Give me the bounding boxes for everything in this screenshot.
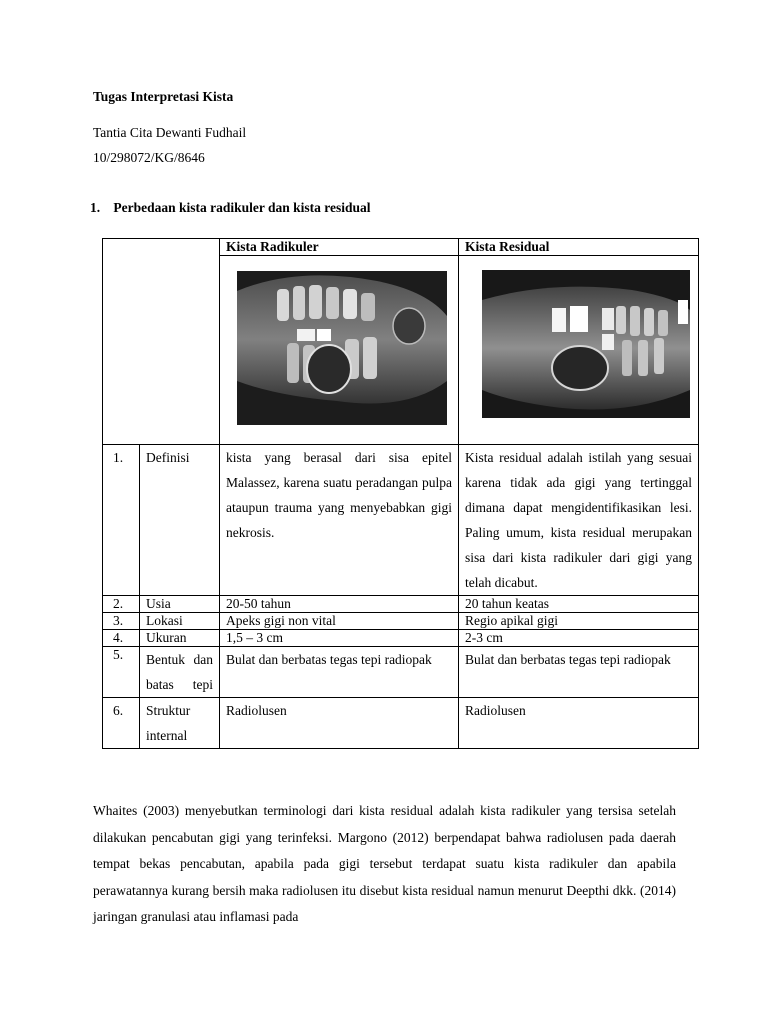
cell-residual: Kista residual adalah istilah yang sesuai karena tidak ada gigi yang tertinggal dimana dapat mengidentifikasikan lesi. Paling umum, kista residual merupakan sisa dari kista radikuler dari gigi yang telah dicabut. — [459, 445, 699, 596]
cell-residual: 2-3 cm — [459, 630, 699, 647]
body-paragraph — [93, 798, 676, 931]
row-label: Usia — [140, 596, 220, 613]
cell-radikuler: 1,5 – 3 cm — [220, 630, 459, 647]
row-number: 1. — [103, 445, 140, 596]
header-empty-cell — [103, 239, 220, 445]
student-id: 10/298072/KG/8646 — [93, 150, 205, 165]
paragraph-text: Whaites (2003) menyebutkan terminologi dari kista residual adalah kista radikuler yang tersisa setelah dilakukan pencabutan gigi yang terinfeksi. Margono (2012) berpendapat bahwa radiolusen pada daerah tempat bekas pencabutan, apabila pada gigi tersebut terdapat suatu kista radikuler dan apabila perawatannya kurang bersih maka radiolusen itu disebut kista residual namun menurut Deepthi dkk. (2014) jaringan granulasi atau inflamasi pada — [93, 803, 676, 925]
cell-radikuler: kista yang berasal dari sisa epitel Malassez, karena suatu peradangan pulpa ataupun trauma yang menyebabkan gigi nekrosis. — [220, 445, 459, 596]
cell-residual: Regio apikal gigi — [459, 613, 699, 630]
cell-residual: Bulat dan berbatas tegas tepi radiopak — [459, 647, 699, 698]
cell-residual: Radiolusen — [459, 698, 699, 749]
row-label: Lokasi — [140, 613, 220, 630]
cell-radikuler: Bulat dan berbatas tegas tepi radiopak — [220, 647, 459, 698]
cell-radikuler: Radiolusen — [220, 698, 459, 749]
row-label: Struktur internal — [140, 698, 220, 749]
row-label: Definisi — [140, 445, 220, 596]
row-number: 3. — [103, 613, 140, 630]
section-number: 1. — [90, 200, 101, 215]
row-number: 5. — [103, 647, 140, 698]
table-row — [103, 596, 699, 613]
radikuler-image-cell — [220, 256, 459, 445]
cell-radikuler: Apeks gigi non vital — [220, 613, 459, 630]
comparison-table — [102, 238, 699, 749]
author-name: Tantia Cita Dewanti Fudhail — [93, 125, 247, 140]
section-heading — [90, 200, 371, 216]
table-row — [103, 647, 699, 698]
row-number: 2. — [103, 596, 140, 613]
row-number: 6. — [103, 698, 140, 749]
table-row — [103, 445, 699, 596]
section-title: Perbedaan kista radikuler dan kista residual — [113, 200, 371, 215]
cell-residual: 20 tahun keatas — [459, 596, 699, 613]
xray-radikuler-image — [237, 271, 447, 425]
row-label: Bentuk dan batas tepi — [140, 647, 220, 698]
row-number: 4. — [103, 630, 140, 647]
xray-residual-image — [482, 270, 690, 418]
cell-radikuler: 20-50 tahun — [220, 596, 459, 613]
table-header-row — [103, 239, 699, 256]
table-row — [103, 698, 699, 749]
table-row — [103, 630, 699, 647]
row-label: Ukuran — [140, 630, 220, 647]
document-title: Tugas Interpretasi Kista — [93, 89, 234, 104]
header-kista-radikuler: Kista Radikuler — [220, 239, 459, 256]
table-row — [103, 613, 699, 630]
residual-image-cell — [459, 256, 699, 445]
header-kista-residual: Kista Residual — [459, 239, 699, 256]
